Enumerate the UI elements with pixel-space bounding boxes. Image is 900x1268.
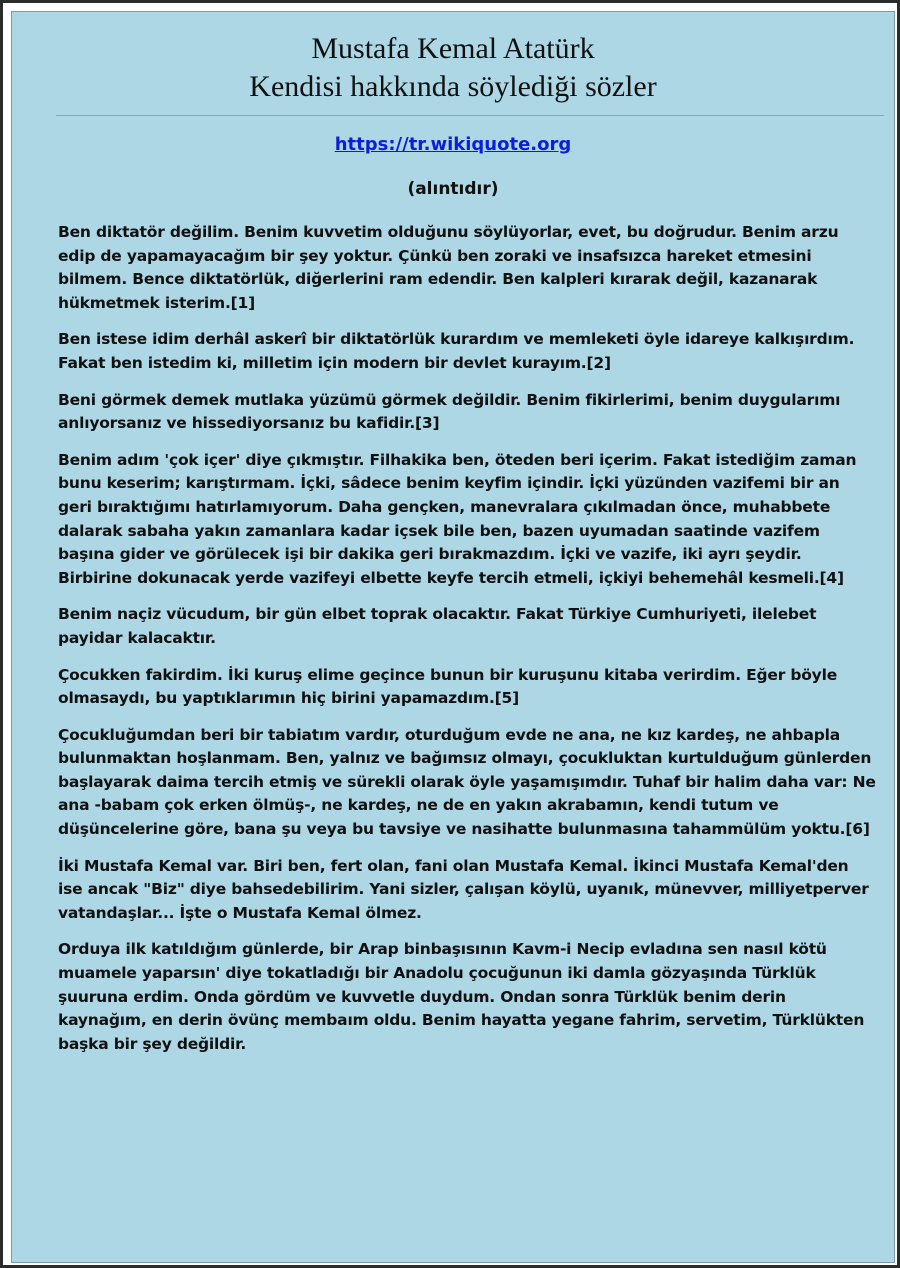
source-link[interactable]: https://tr.wikiquote.org	[334, 134, 572, 155]
quote-paragraph: Çocukken fakirdim. İki kuruş elime geçince bunun bir kuruşunu kitaba verirdim. Eğer böyle olmasaydı, bu yaptıklarımın hiç birini yapamazdım.[5]	[58, 665, 838, 708]
quote-paragraph: Ben diktatör değilim. Benim kuvvetim olduğunu söylüyorlar, evet, bu doğrudur. Benim arzu edip de yapamayacağım bir şey yoktur. Çünkü ben zoraki ve insafsızca hareket etmesini bilmem. Bence diktatörlük, diğerlerini ram edendir. Ben kalpleri kırarak değil, kazanarak hükmetmek isterim.[1]	[58, 223, 839, 312]
title-line-subtitle: Kendisi hakkında söylediği sözler	[249, 70, 657, 103]
citation-note: (alıntıdır)	[407, 179, 499, 199]
quote-paragraph: Benim adım 'çok içer' diye çıkmıştır. Filhakika ben, öteden beri içerim. Fakat istediğim zaman bunu keserim; karıştırmam. İçki, sâdece benim keyfim içindir. İçki yüzünden vazifemi bir an geri bıraktığımı hatırlamıyorum. Daha gençken, manevralara çıkılmadan önce, muhabbete dalarak sabaha yakın zamanlara kadar içsek bile ben, bazen uyumadan saatinde vazifem başına gider ve görülecek işi bir dakika geri bırakmazdım. İçki ve vazife, iki ayrı şeydir. Birbirine dokunacak yerde vazifeyi elbette keyfe tercih etmeli, içkiyi behemehâl kesmeli.[4]	[58, 450, 857, 587]
title-divider	[56, 115, 884, 116]
quote-paragraph: Benim naçiz vücudum, bir gün elbet toprak olacaktır. Fakat Türkiye Cumhuriyeti, ilelebet payidar kalacaktır.	[58, 605, 817, 647]
quote-paragraph: Çocukluğumdan beri bir tabiatım vardır, oturduğum evde ne ana, ne kız kardeş, ne ahbapla bulunmaktan hoşlanmam. Ben, yalnız ve bağımsız olmayı, çocukluktan kurtulduğum günlerden başlayarak daima tercih etmiş ve sürekli olarak öyle yaşamışımdır. Tuhaf bir halim daha var: Ne ana -babam çok erken ölmüş-, ne kardeş, ne de en yakın akrabamın, kendi tutum ve düşüncelerine göre, bana şu veya bu tavsiye ve nasihatte bulunmasına tahammülüm yoktu.[6]	[58, 725, 876, 839]
quote-paragraph: İki Mustafa Kemal var. Biri ben, fert olan, fani olan Mustafa Kemal. İkinci Mustafa Kemal'den ise ancak "Biz" diye bahsedebilirim. Yani sizler, çalışan köylü, uyanık, münevver, milliyetperver vatandaşlar... İşte o Mustafa Kemal ölmez.	[58, 856, 869, 922]
title-line-name: Mustafa Kemal Atatürk	[311, 32, 595, 65]
page-title	[12, 30, 894, 106]
quote-paragraph: Ben istese idim derhâl askerî bir diktatörlük kurardım ve memleketi öyle idareye kalkışırdım. Fakat ben istedim ki, milletim için modern bir devlet kurayım.[2]	[58, 330, 855, 372]
quote-page	[11, 11, 895, 1263]
quote-paragraph: Orduya ilk katıldığım günlerde, bir Arap binbaşısının Kavm-i Necip evladına sen nasıl kötü muamele yaparsın' diye tokatladığı bir Anadolu çocuğunun iki damla gözyaşında Türklük şuuruna erdim. Onda gördüm ve kuvvetle duydum. Ondan sonra Türklük benim derin kaynağım, en derin övünç membaım oldu. Benim hayatta yegane fahrim, servetim, Türklükten başka bir şey değildir.	[58, 940, 865, 1053]
quote-list	[58, 221, 878, 1069]
quote-paragraph: Beni görmek demek mutlaka yüzümü görmek değildir. Benim fikirlerimi, benim duygularımı anlıyorsanız ve hissediyorsanız bu kafidir.[3]	[58, 390, 841, 433]
